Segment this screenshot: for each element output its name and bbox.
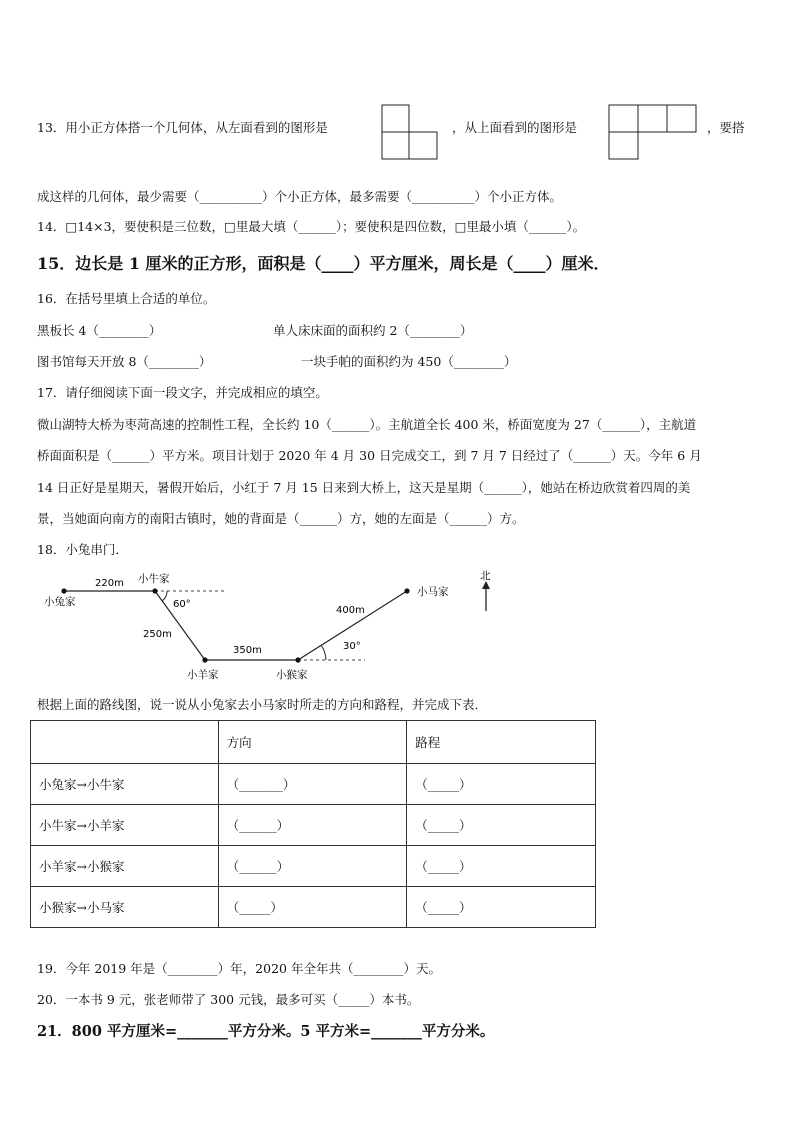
route-map	[30, 565, 510, 687]
table-cell-direction[interactable]: （_____）	[218, 887, 407, 928]
table-row	[31, 846, 596, 887]
q13-text-2: ，从上面看到的图形是	[452, 120, 578, 135]
table-cell-distance[interactable]: （_____）	[407, 805, 596, 846]
q16-title: 16．在括号里填上合适的单位。	[37, 291, 216, 306]
point-monkey	[295, 657, 300, 662]
label-400m: 400m	[336, 605, 365, 616]
table-cell-distance[interactable]: （_____）	[407, 887, 596, 928]
q13-line2: 成这样的几何体，最少需要（__________）个小正方体，最多需要（__________）个小正方体。	[37, 189, 563, 204]
table-row	[31, 764, 596, 805]
q15: 15．边长是 1 厘米的正方形，面积是（____）平方厘米，周长是（____）厘米．	[37, 254, 610, 273]
q13-line1c	[707, 120, 745, 136]
q17-title: 17．请仔细阅读下面一段文字，并完成相应的填空。	[37, 385, 328, 400]
q14: 14．□14×3，要使积是三位数，□里最大填（______）；要使积是四位数，□里最小填（______）。	[37, 219, 586, 234]
label-monkey: 小猴家	[276, 669, 308, 681]
label-350m: 350m	[233, 645, 262, 656]
label-60deg: 60°	[173, 599, 191, 610]
label-horse: 小马家	[417, 586, 449, 598]
table-cell-route: 小羊家→小猴家	[31, 846, 219, 887]
table-cell-route: 小兔家→小牛家	[31, 764, 219, 805]
label-250m: 250m	[143, 629, 172, 640]
table-cell-direction[interactable]: （_______）	[218, 764, 407, 805]
q20: 20．一本书 9 元，张老师带了 300 元钱，最多可买（_____）本书。	[37, 992, 420, 1007]
table-cell-route: 小牛家→小羊家	[31, 805, 219, 846]
table-header-cell	[31, 721, 219, 764]
table-cell-direction[interactable]: （______）	[218, 805, 407, 846]
table-cell-distance[interactable]: （_____）	[407, 846, 596, 887]
q13-line1b	[452, 120, 577, 136]
q17-l4: 景，当她面向南方的南阳古镇时，她的背面是（______）方，她的左面是（______）方。	[37, 511, 525, 526]
q13-line1	[37, 120, 328, 136]
top-view-figure	[608, 104, 698, 160]
label-rabbit: 小兔家	[44, 596, 76, 608]
label-30deg: 30°	[343, 641, 361, 652]
q16-d: 一块手帕的面积约为 450（________）	[301, 354, 517, 369]
label-north: 北	[480, 570, 491, 582]
q19: 19．今年 2019 年是（________）年，2020 年全年共（________）天。	[37, 961, 441, 976]
point-sheep	[202, 657, 207, 662]
q13-text-1: 13．用小正方体搭一个几何体，从左面看到的图形是	[37, 120, 328, 135]
q17-l1: 微山湖特大桥为枣菏高速的控制性工程，全长约 10（______）。主航道全长 400 米，桥面宽度为 27（______），主航道	[37, 417, 697, 432]
q18-title: 18．小兔串门．	[37, 542, 128, 557]
label-sheep: 小羊家	[187, 669, 219, 681]
angle-arc-30	[321, 645, 326, 660]
north-arrow-head	[482, 581, 490, 589]
q13-text-3: ，要搭	[707, 120, 745, 135]
q16-c: 图书馆每天开放 8（________）	[37, 354, 212, 369]
point-horse	[404, 588, 409, 593]
point-cow	[152, 588, 157, 593]
table-cell-direction[interactable]: （______）	[218, 846, 407, 887]
table-row	[31, 887, 596, 928]
q17-l3: 14 日正好是星期天，暑假开始后，小红于 7 月 15 日来到大桥上，这天是星期（______），她站在桥边欣赏着四周的美	[37, 480, 691, 495]
q21: 21．800 平方厘米=_______平方分米。5 平方米=_______平方分米。	[37, 1023, 495, 1040]
left-view-figure	[381, 104, 439, 160]
table-header-row	[31, 721, 596, 764]
table-header-cell: 路程	[407, 721, 596, 764]
q16-b: 单人床床面的面积约 2（________）	[273, 323, 473, 338]
angle-arc-60	[162, 591, 167, 601]
table-row	[31, 805, 596, 846]
table-cell-route: 小猴家→小马家	[31, 887, 219, 928]
table-header-cell: 方向	[218, 721, 407, 764]
route-table	[30, 720, 596, 928]
q16-a: 黑板长 4（________）	[37, 323, 162, 338]
q18-instruction: 根据上面的路线图，说一说从小兔家去小马家时所走的方向和路程，并完成下表．	[37, 697, 488, 712]
q17-l2: 桥面面积是（______）平方米。项目计划于 2020 年 4 月 30 日完成交工，到 7 月 7 日经过了（______）天。今年 6 月	[37, 448, 702, 463]
label-cow: 小牛家	[138, 573, 170, 585]
label-220m: 220m	[95, 578, 124, 589]
point-rabbit	[61, 588, 66, 593]
table-cell-distance[interactable]: （_____）	[407, 764, 596, 805]
